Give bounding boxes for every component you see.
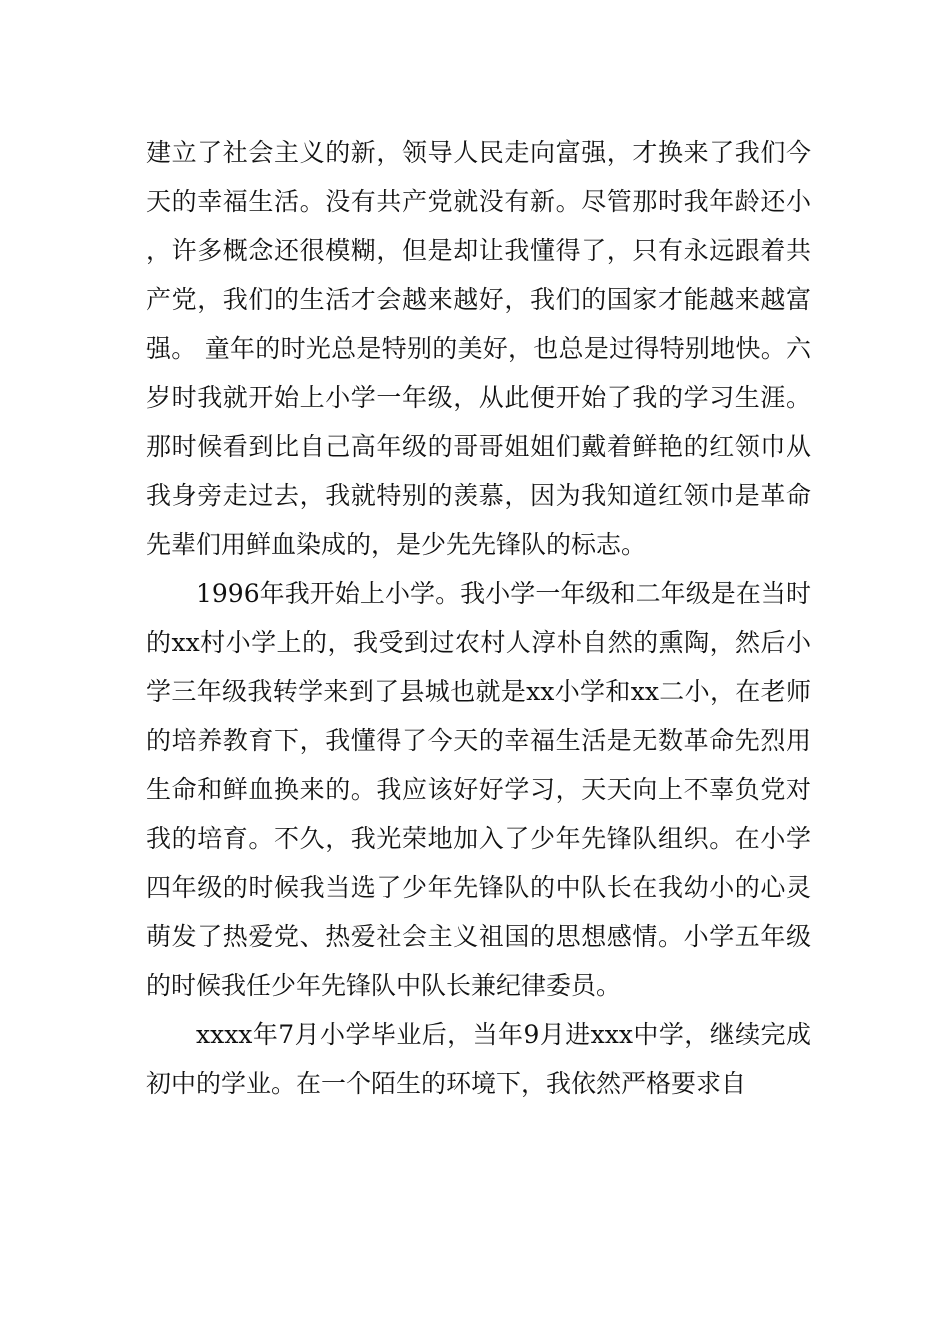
paragraph-2: 1996年我开始上小学。我小学一年级和二年级是在当时的xx村小学上的，我受到过农村人淳朴自然的熏陶，然后小学三年级我转学来到了县城也就是xx小学和xx二小，在老师的培养教育下，我懂得了今天的幸福生活是无数革命先烈用生命和鲜血换来的。我应该好好学习，天天向上不辜负党对我的培育。不久，我光荣地加入了少年先锋队组织。在小学四年级的时候我当选了少年先锋队的中队长在我幼小的心灵萌发了热爱党、热爱社会主义祖国的思想感情。小学五年级的时候我任少年先锋队中队长兼纪律委员。: [146, 579, 811, 1000]
paragraph-3: xxxx年7月小学毕业后，当年9月进xxx中学，继续完成初中的学业。在一个陌生的环境下，我依然严格要求自: [146, 1020, 811, 1098]
document-body: [146, 128, 811, 1108]
paragraph-1: 建立了社会主义的新，领导人民走向富强，才换来了我们今天的幸福生活。没有共产党就没有新。尽管那时我年龄还小，许多概念还很模糊，但是却让我懂得了，只有永远跟着共产党，我们的生活才会越来越好，我们的国家才能越来越富强。 童年的时光总是特别的美好，也总是过得特别地快。六岁时我就开始上小学一年级，从此便开始了我的学习生涯。那时候看到比自己高年级的哥哥姐姐们戴着鲜艳的红领巾从我身旁走过去，我就特别的羡慕，因为我知道红领巾是革命先辈们用鲜血染成的，是少先先锋队的标志。: [146, 138, 811, 559]
